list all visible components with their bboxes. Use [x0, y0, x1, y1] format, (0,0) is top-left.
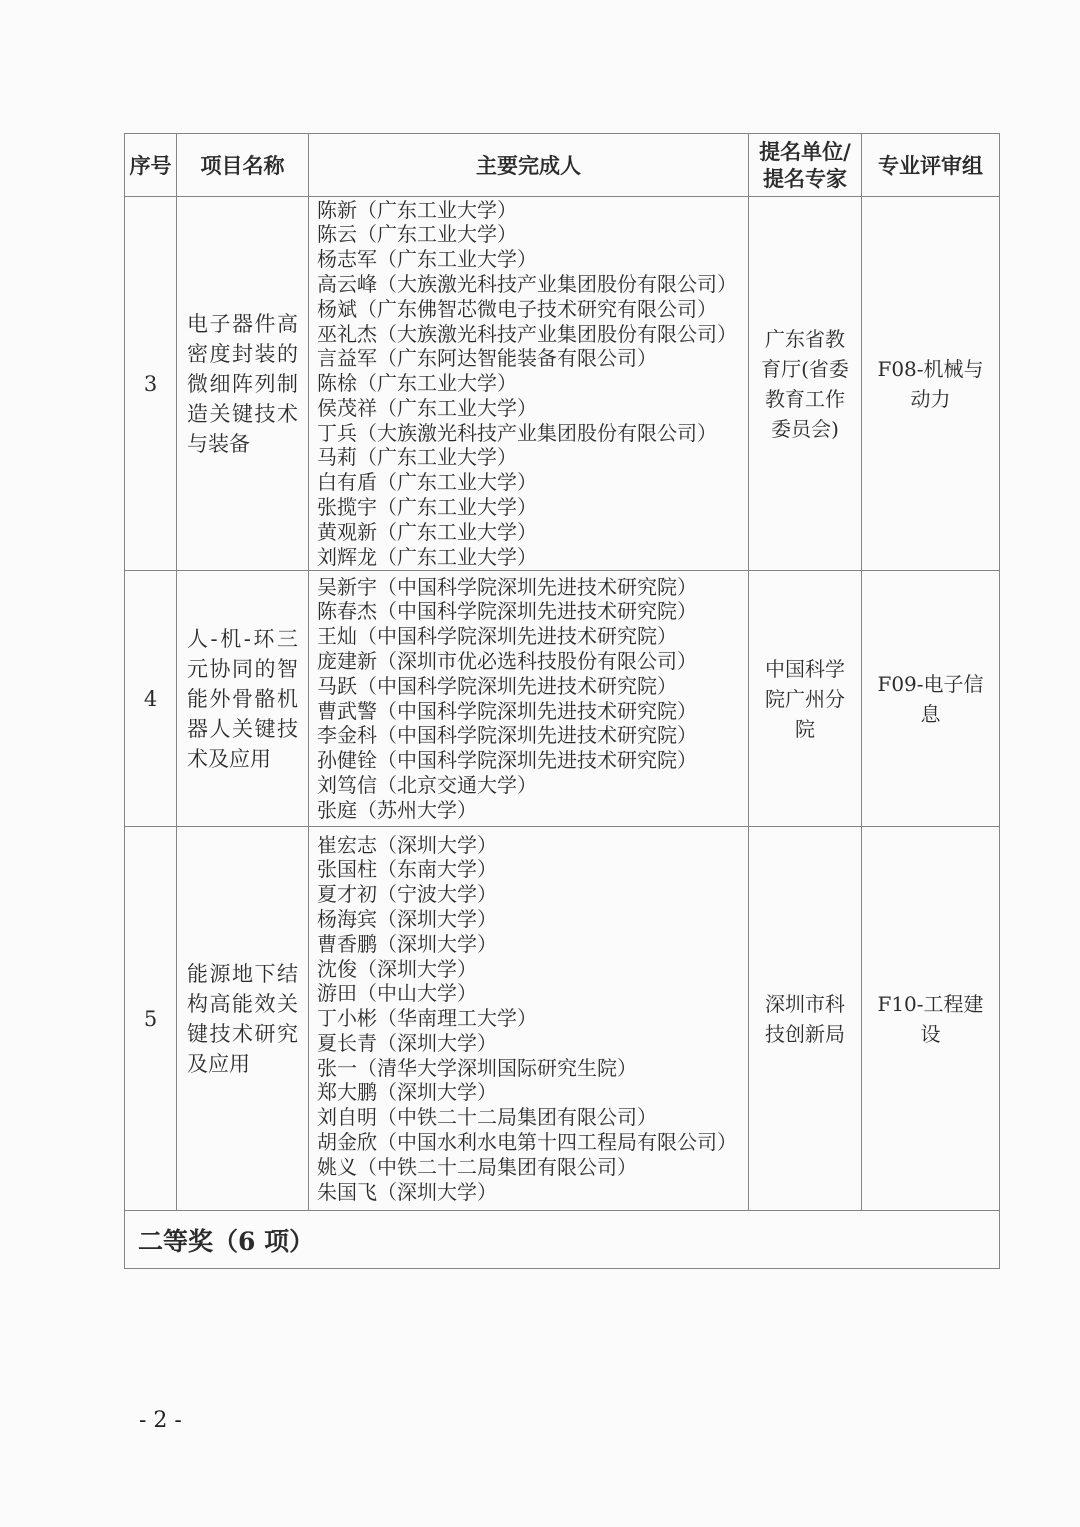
contributor-line: 刘辉龙（广东工业大学）	[317, 544, 537, 569]
contributor-line: 陈新（广东工业大学）	[317, 197, 517, 222]
section-footer-row	[125, 1211, 1000, 1269]
nominating-unit-cell: 广东省教育厅(省委教育工作委员会)	[749, 197, 862, 571]
contributor-line: 孙健铨（中国科学院深圳先进技术研究院）	[317, 748, 697, 773]
award-table	[124, 133, 1000, 1269]
contributor-line: 夏才初（宁波大学）	[317, 882, 497, 907]
contributor-line: 李金科（中国科学院深圳先进技术研究院）	[317, 723, 697, 748]
header-nominator-line1: 提名单位/	[759, 139, 851, 164]
contributor-line: 丁小彬（华南理工大学）	[317, 1006, 537, 1031]
contributor-line: 马莉（广东工业大学）	[317, 445, 517, 470]
header-col-review-group: 专业评审组	[862, 134, 1000, 197]
contributor-line: 王灿（中国科学院深圳先进技术研究院）	[317, 624, 677, 649]
header-col-contributors: 主要完成人	[309, 134, 749, 197]
contributors-cell	[309, 827, 749, 1211]
contributor-line: 崔宏志（深圳大学）	[317, 832, 497, 857]
contributor-line: 丁兵（大族激光科技产业集团股份有限公司）	[317, 420, 717, 445]
contributor-line: 杨海宾（深圳大学）	[317, 906, 497, 931]
contributor-line: 巫礼杰（大族激光科技产业集团股份有限公司）	[317, 321, 737, 346]
contributor-line: 朱国飞（深圳大学）	[317, 1179, 497, 1204]
table-row	[125, 197, 1000, 571]
contributor-line: 高云峰（大族激光科技产业集团股份有限公司）	[317, 271, 737, 296]
contributor-line: 陈梌（广东工业大学）	[317, 371, 517, 396]
row-number-cell: 3	[125, 197, 177, 571]
table-header-row	[125, 134, 1000, 197]
contributor-line: 张国柱（东南大学）	[317, 857, 497, 882]
contributor-line: 刘自明（中铁二十二局集团有限公司）	[317, 1105, 657, 1130]
contributor-line: 言益军（广东阿达智能装备有限公司）	[317, 346, 657, 371]
header-col-nominator	[749, 134, 862, 197]
contributor-line: 黄观新（广东工业大学）	[317, 519, 537, 544]
section-title: 二等奖（6 项）	[125, 1211, 1000, 1269]
contributor-line: 杨志军（广东工业大学）	[317, 247, 537, 272]
review-group-cell: F10-工程建设	[862, 827, 1000, 1211]
page-number: - 2 -	[139, 1408, 182, 1433]
contributor-line: 吴新宇（中国科学院深圳先进技术研究院）	[317, 574, 697, 599]
contributor-line: 郑大鹏（深圳大学）	[317, 1080, 497, 1105]
contributor-line: 曹武警（中国科学院深圳先进技术研究院）	[317, 698, 697, 723]
review-group-cell: F08-机械与动力	[862, 197, 1000, 571]
contributor-line: 张一（清华大学深圳国际研究生院）	[317, 1055, 637, 1080]
contributor-line: 刘笃信（北京交通大学）	[317, 772, 537, 797]
nominating-unit-cell: 中国科学院广州分院	[749, 571, 862, 827]
row-number-cell: 4	[125, 571, 177, 827]
table-row	[125, 571, 1000, 827]
contributor-line: 张庭（苏州大学）	[317, 797, 477, 822]
contributor-line: 庞建新（深圳市优必选科技股份有限公司）	[317, 648, 697, 673]
contributor-line: 张揽宇（广东工业大学）	[317, 495, 537, 520]
review-group-cell: F09-电子信息	[862, 571, 1000, 827]
nominating-unit-cell: 深圳市科技创新局	[749, 827, 862, 1211]
header-col-project-name: 项目名称	[177, 134, 309, 197]
contributor-line: 胡金欣（中国水利水电第十四工程局有限公司）	[317, 1130, 737, 1155]
contributor-line: 白有盾（广东工业大学）	[317, 470, 537, 495]
contributor-line: 夏长青（深圳大学）	[317, 1030, 497, 1055]
header-nominator-line2: 提名专家	[763, 166, 847, 191]
project-name-cell: 电子器件高密度封装的微细阵列制造关键技术与装备	[177, 197, 309, 571]
contributor-line: 陈春杰（中国科学院深圳先进技术研究院）	[317, 599, 697, 624]
contributor-line: 侯茂祥（广东工业大学）	[317, 395, 537, 420]
header-col-serial: 序号	[125, 134, 177, 197]
contributor-line: 曹香鹏（深圳大学）	[317, 931, 497, 956]
contributors-cell	[309, 197, 749, 571]
contributor-line: 陈云（广东工业大学）	[317, 222, 517, 247]
project-name-cell: 能源地下结构高能效关键技术研究及应用	[177, 827, 309, 1211]
table-row	[125, 827, 1000, 1211]
contributor-line: 沈俊（深圳大学）	[317, 956, 477, 981]
contributor-line: 姚义（中铁二十二局集团有限公司）	[317, 1154, 637, 1179]
project-name-cell: 人-机-环三元协同的智能外骨骼机器人关键技术及应用	[177, 571, 309, 827]
contributors-cell	[309, 571, 749, 827]
contributor-line: 杨斌（广东佛智芯微电子技术研究有限公司）	[317, 296, 717, 321]
contributor-line: 马跃（中国科学院深圳先进技术研究院）	[317, 673, 677, 698]
contributor-line: 游田（中山大学）	[317, 981, 477, 1006]
row-number-cell: 5	[125, 827, 177, 1211]
